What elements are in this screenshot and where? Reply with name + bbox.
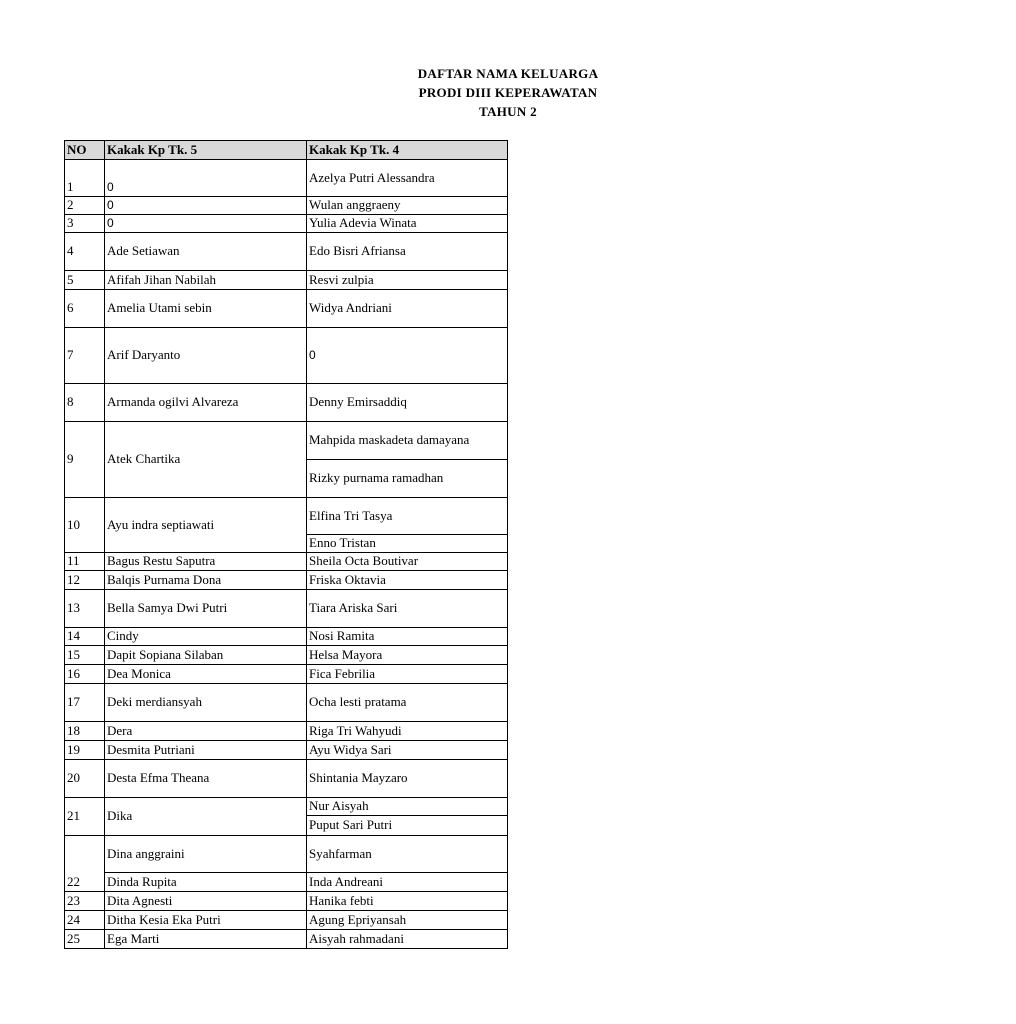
table-border xyxy=(64,497,508,498)
row-no: 19 xyxy=(67,741,80,757)
row-kakak-tk5: 0 xyxy=(107,216,114,230)
row-kakak-tk4: Hanika febti xyxy=(309,892,374,908)
row-kakak-tk5: Desta Efma Theana xyxy=(107,770,210,785)
row-kakak-tk4: Denny Emirsaddiq xyxy=(309,394,407,409)
table-border xyxy=(306,815,507,816)
row-kakak-tk5: Deki merdiansyah xyxy=(107,694,202,709)
row-kakak-tk5: Bella Samya Dwi Putri xyxy=(107,600,228,615)
row-kakak-tk4: Shintania Mayzaro xyxy=(309,770,408,785)
row-no: 8 xyxy=(67,394,74,409)
row-kakak-tk5: Ditha Kesia Eka Putri xyxy=(107,911,221,927)
table-border xyxy=(64,891,508,892)
row-kakak-tk4: Nur Aisyah xyxy=(309,798,369,813)
table-border xyxy=(64,797,508,798)
row-kakak-tk4: Nosi Ramita xyxy=(309,628,375,643)
row-kakak-tk5: Bagus Restu Saputra xyxy=(107,553,216,568)
table-border xyxy=(64,552,508,553)
header-kakak-tk4: Kakak Kp Tk. 4 xyxy=(309,141,400,157)
header-no: NO xyxy=(67,141,87,157)
row-kakak-tk4: Ocha lesti pratama xyxy=(309,694,407,709)
row-kakak-tk4: Mahpida maskadeta damayana xyxy=(309,432,470,447)
row-kakak-tk4: Riga Tri Wahyudi xyxy=(309,722,402,738)
row-no: 2 xyxy=(67,197,74,212)
table-border xyxy=(64,140,65,949)
row-kakak-tk5: 0 xyxy=(107,198,114,212)
row-no: 18 xyxy=(67,722,80,738)
row-kakak-tk4: Elfina Tri Tasya xyxy=(309,507,393,523)
row-kakak-tk4: Sheila Octa Boutivar xyxy=(309,553,419,568)
row-no: 6 xyxy=(67,300,74,315)
row-kakak-tk5: Dika xyxy=(107,808,133,823)
table-border xyxy=(306,140,307,949)
table-border xyxy=(64,683,508,684)
row-kakak-tk5: Balqis Purnama Dona xyxy=(107,571,222,587)
row-kakak-tk5: Ade Setiawan xyxy=(107,243,180,258)
row-kakak-tk4: Syahfarman xyxy=(309,845,372,861)
row-kakak-tk4: Enno Tristan xyxy=(309,535,376,550)
row-no: 1 xyxy=(67,179,74,194)
table-border xyxy=(64,929,508,930)
row-kakak-tk4: Widya Andriani xyxy=(309,300,392,315)
table-border xyxy=(104,140,105,949)
table-border xyxy=(64,232,508,233)
row-kakak-tk5: Dera xyxy=(107,722,133,738)
title-line-1: DAFTAR NAMA KELUARGA xyxy=(417,66,599,81)
table-border xyxy=(64,759,508,760)
row-no: 4 xyxy=(67,243,74,258)
table-border xyxy=(64,196,508,197)
row-no: 25 xyxy=(67,930,80,946)
row-no: 12 xyxy=(67,571,80,587)
row-kakak-tk5: Amelia Utami sebin xyxy=(107,300,212,315)
table-border xyxy=(64,383,508,384)
row-no: 14 xyxy=(67,628,80,643)
row-no: 23 xyxy=(67,892,80,908)
table-border xyxy=(507,140,508,949)
row-kakak-tk5: Armanda ogilvi Alvareza xyxy=(107,394,239,409)
table-border xyxy=(64,214,508,215)
row-kakak-tk5: Dita Agnesti xyxy=(107,892,173,908)
table-border xyxy=(306,459,507,460)
table-border xyxy=(64,159,508,160)
row-no: 10 xyxy=(67,516,80,532)
table-border xyxy=(64,327,508,328)
table-border xyxy=(64,721,508,722)
table-border xyxy=(64,910,508,911)
row-no: 13 xyxy=(67,600,80,615)
row-kakak-tk5: Atek Chartika xyxy=(107,451,181,466)
table-border xyxy=(64,645,508,646)
row-no: 7 xyxy=(67,347,74,362)
title-line-2: PRODI DIII KEPERAWATAN xyxy=(418,85,598,100)
table-border xyxy=(306,534,507,535)
row-kakak-tk4: Rizky purnama ramadhan xyxy=(309,470,444,485)
table-border xyxy=(64,664,508,665)
row-kakak-tk5: Ega Marti xyxy=(107,930,160,946)
row-kakak-tk4: Tiara Ariska Sari xyxy=(309,600,398,615)
row-kakak-tk5: Dapit Sopiana Silaban xyxy=(107,646,224,662)
row-no: 22 xyxy=(67,874,80,889)
row-no: 3 xyxy=(67,215,74,230)
table-border xyxy=(104,872,507,873)
title-line-3: TAHUN 2 xyxy=(479,104,537,119)
row-kakak-tk5: Dea Monica xyxy=(107,665,171,681)
row-kakak-tk4: Agung Epriyansah xyxy=(309,911,407,927)
row-no: 11 xyxy=(67,553,80,568)
row-no: 16 xyxy=(67,665,80,681)
table-border xyxy=(64,421,508,422)
header-kakak-tk5: Kakak Kp Tk. 5 xyxy=(107,141,198,157)
row-kakak-tk4: Yulia Adevia Winata xyxy=(309,215,417,230)
row-kakak-tk4: Azelya Putri Alessandra xyxy=(309,169,435,185)
row-kakak-tk4: Edo Bisri Afriansa xyxy=(309,243,406,258)
row-kakak-tk4: Wulan anggraeny xyxy=(309,197,401,212)
row-no: 21 xyxy=(67,808,80,823)
row-kakak-tk4: Fica Febrilia xyxy=(309,665,376,681)
row-kakak-tk5: 0 xyxy=(107,180,114,194)
row-kakak-tk4: Resvi zulpia xyxy=(309,271,374,287)
row-no: 15 xyxy=(67,646,80,662)
row-no: 20 xyxy=(67,770,80,785)
table-border xyxy=(64,948,508,949)
row-kakak-tk4: Aisyah rahmadani xyxy=(309,930,404,946)
row-no: 17 xyxy=(67,694,80,709)
table-border xyxy=(64,740,508,741)
table-border xyxy=(64,589,508,590)
table-border xyxy=(64,627,508,628)
table-border xyxy=(64,289,508,290)
row-no: 24 xyxy=(67,911,80,927)
row-kakak-tk4: Helsa Mayora xyxy=(309,646,383,662)
row-no: 9 xyxy=(67,451,74,466)
row-kakak-tk4: Ayu Widya Sari xyxy=(309,741,392,757)
table-border xyxy=(64,270,508,271)
row-kakak-tk5: Arif Daryanto xyxy=(107,347,181,362)
row-kakak-tk5: Dinda Rupita xyxy=(107,873,177,889)
row-kakak-tk4: Puput Sari Putri xyxy=(309,817,393,832)
row-no: 5 xyxy=(67,271,74,287)
document-title xyxy=(0,0,599,130)
row-kakak-tk4: Inda Andreani xyxy=(309,873,384,889)
table-border xyxy=(64,140,508,141)
row-kakak-tk4: Friska Oktavia xyxy=(309,571,386,587)
table-border xyxy=(64,835,508,836)
table-border xyxy=(64,570,508,571)
row-kakak-tk5: Ayu indra septiawati xyxy=(107,516,215,532)
row-kakak-tk4: 0 xyxy=(309,348,316,362)
row-kakak-tk5: Afifah Jihan Nabilah xyxy=(107,271,217,287)
row-kakak-tk5: Desmita Putriani xyxy=(107,741,195,757)
row-kakak-tk5: Dina anggraini xyxy=(107,845,185,861)
row-kakak-tk5: Cindy xyxy=(107,628,139,643)
